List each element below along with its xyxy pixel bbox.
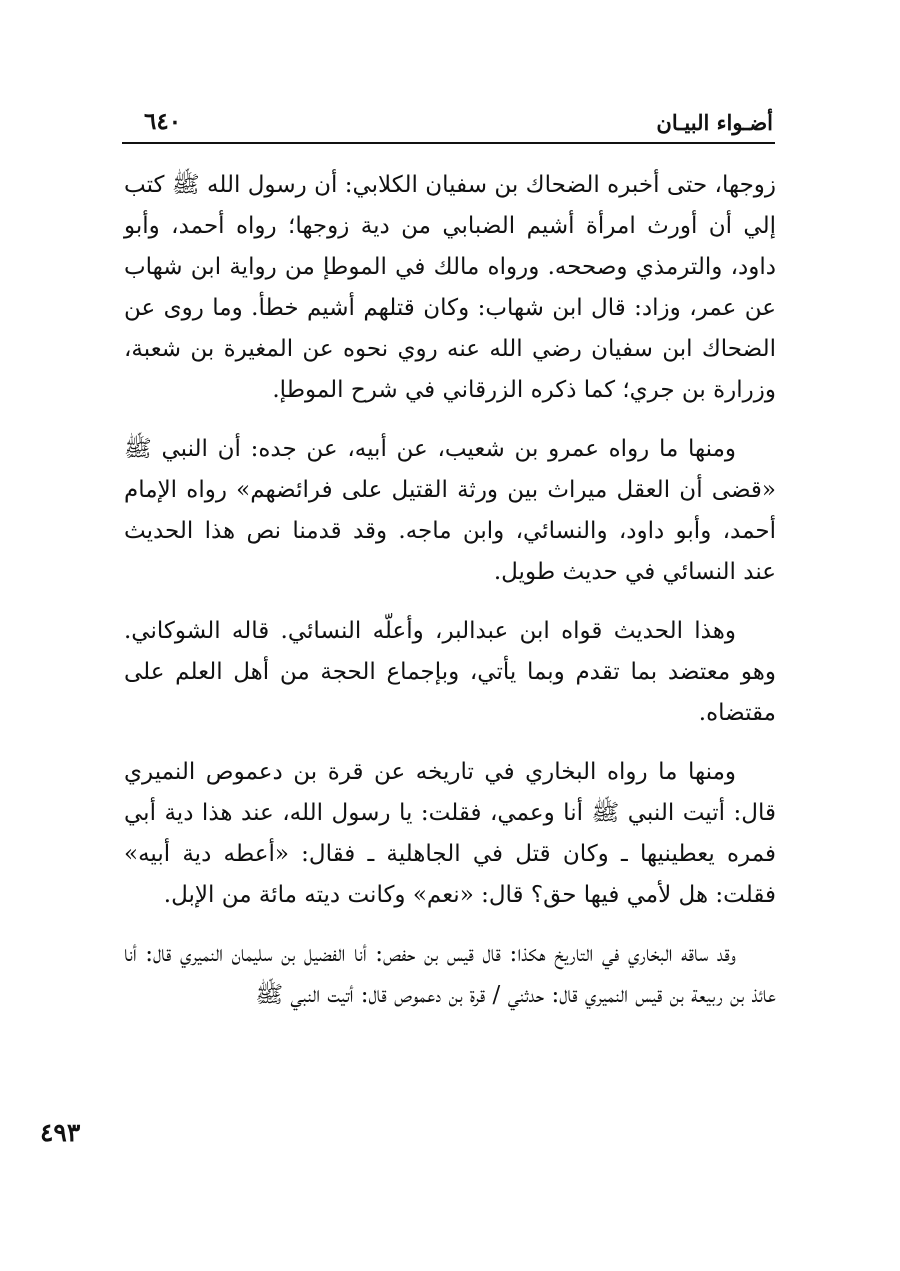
paragraph-4: ومنها ما رواه البخاري في تاريخه عن قرة بن دعموص النميري قال: أتيت النبي ﷺ أنا وعمي، فقلت: يا رسول الله، عند هذا دية أبي فمره يعطينيها ـ وكان قتل في الجاهلية ـ فقال: «أعطه دية أبيه» فقلت: هل لأمي فيها حق؟ قال: «نعم» وكانت ديته مائة من الإبل.	[124, 759, 776, 908]
page-number: ٦٤٠	[144, 108, 182, 135]
paragraph-2: ومنها ما رواه عمرو بن شعيب، عن أبيه، عن جده: أن النبي ﷺ «قضى أن العقل ميراث بين ورثة القتيل على فرائضهم» رواه الإمام أحمد، وأبو داود، والنسائي، وابن ماجه. وقد قدمنا نص هذا الحديث عند النسائي في حديث طويل.	[124, 436, 776, 585]
paragraph-5: وقد ساقه البخاري في التاريخ هكذا: قال قيس بن حفص: أنا الفضيل بن سليمان النميري قال: أنا عائذ بن ربيعة بن قيس النميري قال: حدثني / قرة بن دعموص قال: أتيت النبي ﷺ	[124, 941, 776, 1008]
page-header	[122, 104, 775, 144]
running-title: أضـواء البيـان	[656, 110, 773, 135]
header-rule	[122, 142, 775, 144]
paragraph-3: وهذا الحديث قواه ابن عبدالبر، وأعلّه النسائي. قاله الشوكاني. وهو معتضد بما تقدم وبما يأتي، وبإجماع الحجة من أهل العلم على مقتضاه.	[124, 618, 776, 726]
body-text	[124, 165, 776, 1034]
margin-page-number: ٤٩٣	[40, 1118, 81, 1147]
paragraph-1: زوجها، حتى أخبره الضحاك بن سفيان الكلابي: أن رسول الله ﷺ كتب إلي أن أورث امرأة أشيم الضبابي من دية زوجها؛ رواه أحمد، وأبو داود، والترمذي وصححه. ورواه مالك في الموطإ من رواية ابن شهاب عن عمر، وزاد: قال ابن شهاب: وكان قتلهم أشيم خطأ. وما روى عن الضحاك ابن سفيان رضي الله عنه روي نحوه عن المغيرة بن شعبة، وزرارة بن جري؛ كما ذكره الزرقاني في شرح الموطإ.	[124, 172, 776, 403]
